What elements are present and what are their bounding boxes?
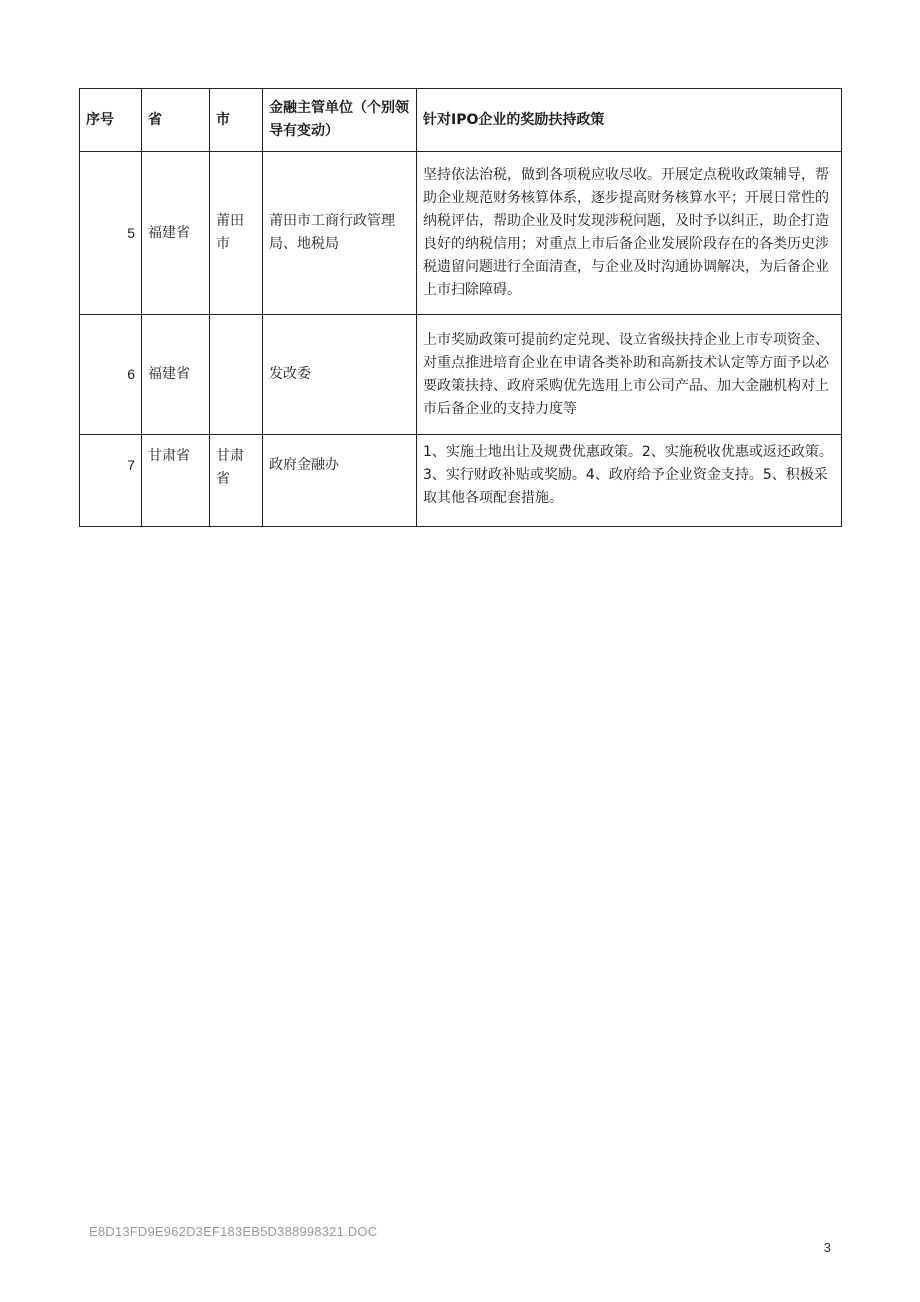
row-unit: 莆田市工商行政管理局、地税局 [263, 152, 417, 315]
page-number: 3 [823, 1240, 831, 1255]
header-city: 市 [210, 89, 263, 152]
row-city: 莆田市 [210, 152, 263, 315]
ipo-policy-table [79, 88, 842, 527]
table-header-row [80, 89, 842, 152]
row-city [210, 315, 263, 435]
header-seq: 序号 [80, 89, 142, 152]
header-policy: 针对IPO企业的奖励扶持政策 [417, 89, 842, 152]
row-seq: 6 [80, 315, 142, 435]
row-province: 福建省 [142, 315, 210, 435]
header-province: 省 [142, 89, 210, 152]
row-province: 福建省 [142, 152, 210, 315]
table-row [80, 152, 842, 315]
row-province: 甘肃省 [142, 435, 210, 527]
row-seq: 5 [80, 152, 142, 315]
row-unit: 发改委 [263, 315, 417, 435]
row-unit: 政府金融办 [263, 435, 417, 527]
row-policy: 1、实施土地出让及规费优惠政策。2、实施税收优惠或返还政策。3、实行财政补贴或奖励。4、政府给予企业资金支持。5、积极采取其他各项配套措施。 [417, 435, 842, 527]
table-row [80, 435, 842, 527]
row-city: 甘肃省 [210, 435, 263, 527]
row-seq: 7 [80, 435, 142, 527]
table-row [80, 315, 842, 435]
document-id: E8D13FD9E962D3EF183EB5D388998321.DOC [89, 1224, 378, 1239]
header-unit: 金融主管单位（个别领导有变动） [263, 89, 417, 152]
row-policy: 坚持依法治税，做到各项税应收尽收。开展定点税收政策辅导，帮助企业规范财务核算体系，逐步提高财务核算水平；开展日常性的纳税评估，帮助企业及时发现涉税问题，及时予以纠正，助企打造良好的纳税信用；对重点上市后备企业发展阶段存在的各类历史涉税遗留问题进行全面清查，与企业及时沟通协调解决，为后备企业上市扫除障碍。 [417, 152, 842, 315]
row-policy: 上市奖励政策可提前约定兑现、设立省级扶持企业上市专项资金、对重点推进培育企业在申请各类补助和高新技术认定等方面予以必要政策扶持、政府采购优先选用上市公司产品、加大金融机构对上市后备企业的支持力度等 [417, 315, 842, 435]
